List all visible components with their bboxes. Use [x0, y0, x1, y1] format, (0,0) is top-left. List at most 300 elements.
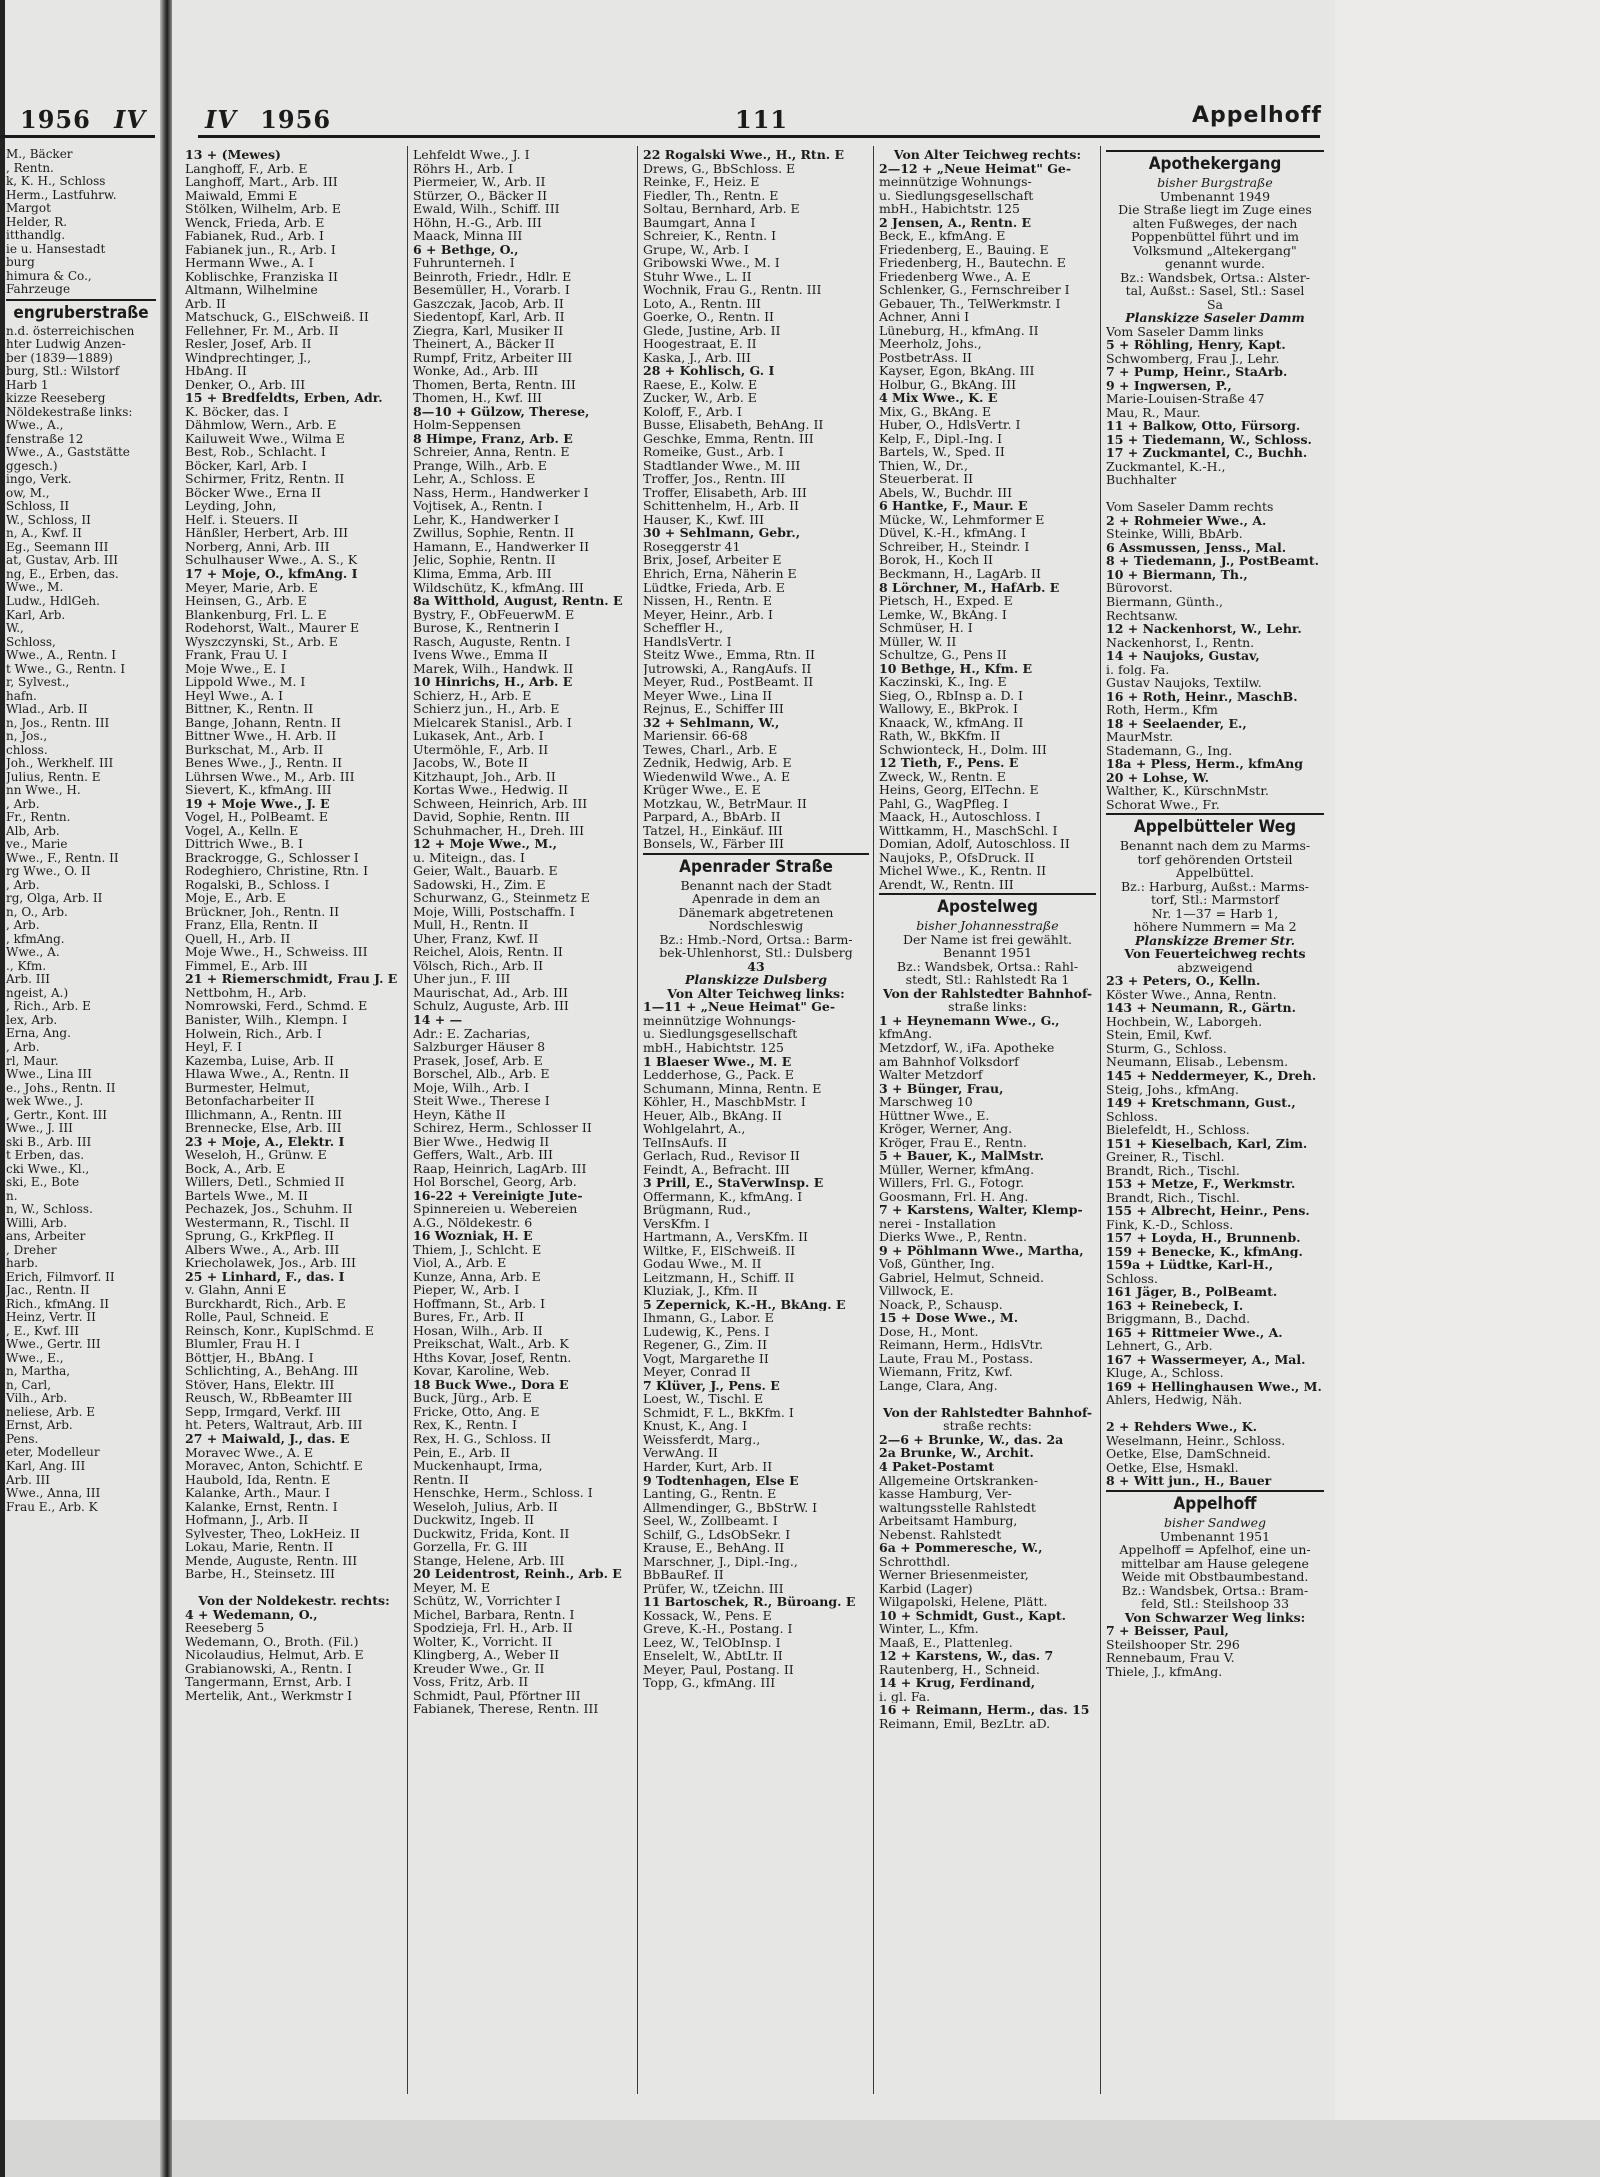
directory-entry: 157 + Loyda, H., Brunnenb.	[1106, 1231, 1301, 1245]
directory-entry: e., Johs., Rentn. II	[6, 1081, 116, 1095]
directory-entry: Hol Borschel, Georg, Arb.	[413, 1175, 577, 1189]
directory-entry: Eg., Seemann III	[6, 540, 109, 554]
directory-entry: Arb. III	[6, 973, 50, 987]
directory-entry: Metzdorf, W., iFa. Apotheke	[879, 1041, 1055, 1055]
directory-entry: Planskizze Dulsberg	[684, 973, 828, 987]
directory-entry: Huber, O., HdlsVertr. I	[879, 418, 1021, 432]
directory-entry: Mücke, W., Lehmformer E	[879, 512, 1045, 527]
directory-entry: Müller, W. II	[879, 634, 957, 649]
directory-entry: Die Straße liegt im Zuge eines	[1118, 203, 1312, 217]
directory-entry: r, Sylvest.,	[6, 676, 70, 690]
directory-entry: 145 + Neddermeyer, K., Dreh.	[1106, 1069, 1317, 1083]
directory-entry: Steilshooper Str. 296	[1106, 1637, 1240, 1652]
directory-entry: Schwionteck, H., Dolm. III	[879, 742, 1047, 757]
directory-entry: Meyer, Marie, Arb. E	[185, 580, 318, 595]
directory-entry: Böttjer, H., BbAng. I	[185, 1350, 314, 1365]
directory-entry: Lehnert, G., Arb.	[1106, 1339, 1213, 1353]
directory-entry: Appelhoff = Apfelhof, eine un-	[1119, 1543, 1311, 1557]
directory-entry: Von Alter Teichweg links:	[667, 986, 845, 1001]
directory-entry: Feindt, A., Befracht. III	[643, 1162, 790, 1177]
directory-entry: Brügmann, Rud.,	[643, 1203, 751, 1217]
directory-entry: Stein, Emil, Kwf.	[1106, 1028, 1213, 1042]
directory-entry: Hosan, Wilh., Arb. II	[413, 1323, 543, 1338]
directory-entry: Lüdtke, Frieda, Arb. E	[643, 580, 785, 595]
directory-entry: Heuer, Alb., BkAng. II	[643, 1108, 782, 1123]
directory-entry: A.G., Nöldekestr. 6	[413, 1215, 533, 1230]
directory-entry: Matschuck, G., ElSchweiß. II	[185, 310, 369, 324]
directory-entry: n, Martha,	[6, 1365, 71, 1379]
directory-entry: Maaß, E., Plattenleg.	[879, 1635, 1013, 1650]
directory-entry: abzweigend	[1177, 960, 1253, 975]
directory-entry: bisher Sandweg	[1164, 1515, 1266, 1530]
directory-entry: u. Siedlungsgesellschaft	[643, 1027, 798, 1041]
directory-entry: Lokau, Marie, Rentn. II	[185, 1540, 334, 1554]
directory-entry: Leez, W., TelObInsp. I	[643, 1635, 781, 1650]
directory-entry: Schulhauser Wwe., A. S., K	[185, 553, 358, 567]
directory-entry: Moje Wwe., E. I	[185, 661, 286, 676]
directory-entry: Pietsch, H., Exped. E	[879, 594, 1013, 608]
directory-entry: Zwillus, Sophie, Rentn. II	[413, 526, 575, 540]
directory-entry: Heins, Georg, ElTechn. E	[879, 783, 1039, 797]
directory-entry: 151 + Kieselbach, Karl, Zim.	[1106, 1136, 1308, 1151]
directory-entry: Margot	[6, 202, 51, 216]
directory-entry: Neumann, Elisab., Lebensm.	[1106, 1055, 1289, 1069]
directory-entry: Wwe., Anna, III	[6, 1487, 101, 1501]
directory-entry: am Bahnhof Volksdorf	[879, 1054, 1019, 1069]
directory-entry: 23 + Moje, A., Elektr. I	[185, 1134, 345, 1149]
directory-entry: Walther, K., KürschnMstr.	[1106, 784, 1269, 798]
directory-entry: BbBauRef. II	[643, 1568, 724, 1582]
directory-entry: 1 + Heynemann Wwe., G.,	[879, 1013, 1060, 1028]
directory-entry: Marek, Wilh., Handwk. II	[413, 661, 574, 676]
directory-entry: Dose, H., Mont.	[879, 1324, 979, 1339]
directory-entry: 143 + Neumann, R., Gärtn.	[1106, 1001, 1296, 1015]
directory-entry: 8 Lörchner, M., HafArb. E	[879, 580, 1060, 595]
directory-entry: W., Schloss, II	[6, 513, 91, 527]
directory-entry: Mariensir. 66-68	[643, 729, 748, 743]
directory-entry: Bürovorst.	[1106, 581, 1173, 595]
directory-entry: David, Sophie, Rentn. III	[413, 810, 570, 824]
directory-entry: Schween, Heinrich, Arb. III	[413, 796, 588, 811]
directory-entry: Schloss.	[1106, 1271, 1158, 1286]
directory-entry: n.	[6, 1189, 18, 1203]
directory-entry: Biermann, Günth.,	[1106, 594, 1224, 609]
directory-entry: Wiedenwild Wwe., A. E	[643, 769, 791, 784]
directory-entry: n, Carl,	[6, 1378, 52, 1392]
directory-entry: bisher Burgstraße	[1157, 176, 1273, 190]
directory-entry: kfmAng.	[879, 1027, 933, 1041]
directory-entry: u. Miteign., das. I	[413, 850, 525, 865]
directory-entry: 18 + Seelaender, E.,	[1106, 716, 1247, 731]
directory-entry: Kaczinski, K., Ing. E	[879, 675, 1007, 689]
directory-entry: 153 + Metze, F., Werkmstr.	[1106, 1177, 1296, 1191]
directory-entry: Baumgart, Anna I	[643, 215, 756, 230]
directory-entry: n, Jos.,	[6, 730, 48, 744]
directory-entry: 28 + Kohlisch, G. I	[643, 364, 775, 378]
directory-entry: Illichmann, A., Rentn. III	[185, 1107, 342, 1122]
directory-entry: Friedenberg, E., Bauing. E	[879, 242, 1049, 257]
directory-entry: Von der Rahlstedter Bahnhof-	[882, 1405, 1093, 1420]
directory-entry: Stademann, G., Ing.	[1106, 743, 1233, 758]
directory-entry: 165 + Rittmeier Wwe., A.	[1106, 1325, 1283, 1340]
directory-entry: Röhrs H., Arb. I	[413, 161, 514, 176]
directory-entry: Julius, Rentn. E	[6, 770, 101, 784]
directory-entry: Heyn, Käthe II	[413, 1107, 506, 1122]
directory-entry: 4 Mix Wwe., K. E	[879, 391, 998, 405]
directory-entry: Schütz, W., Vorrichter I	[413, 1594, 561, 1608]
directory-entry: Voss, Fritz, Arb. II	[413, 1675, 529, 1689]
column-divider	[873, 146, 874, 2094]
directory-entry: 10 + Schmidt, Gust., Kapt.	[879, 1608, 1066, 1623]
directory-entry: at, Gustav, Arb. III	[6, 554, 118, 568]
directory-entry: Moje, Willi, Postschaffn. I	[413, 904, 575, 919]
directory-entry: Brennecke, Else, Arb. III	[185, 1121, 342, 1135]
directory-entry: Schmidt, F. L., BkKfm. I	[643, 1405, 794, 1420]
directory-entry: Nass, Herm., Handwerker I	[413, 485, 589, 500]
directory-entry: Kailuweit Wwe., Wilma E	[185, 431, 345, 446]
directory-entry: Wlad., Arb. II	[6, 703, 88, 717]
directory-entry: Lukasek, Ant., Arb. I	[413, 729, 544, 743]
directory-entry: tal, Außst.: Sasel, Stl.: Sasel	[1125, 284, 1305, 298]
directory-entry: , Rentn.	[6, 161, 54, 175]
directory-entry: Karl, Arb.	[6, 608, 66, 622]
directory-entry: Borschel, Alb., Arb. E	[413, 1067, 550, 1081]
directory-entry: Stürzer, O., Bäcker II	[413, 188, 548, 203]
directory-entry: Weide mit Obstbaumbestand.	[1121, 1570, 1309, 1584]
directory-entry: Langhoff, F., Arb. E	[185, 161, 308, 176]
directory-entry: Rogalski, B., Schloss. I	[185, 877, 330, 892]
directory-entry: Mau, R., Maur.	[1106, 405, 1201, 420]
directory-entry: 6 Hantke, F., Maur. E	[879, 499, 1028, 513]
directory-entry: ng, E., Erben, das.	[6, 567, 119, 581]
page-bottom-edge	[0, 2120, 1600, 2177]
directory-entry: Sprung, G., KrkPfleg. II	[185, 1229, 334, 1243]
directory-entry: Briggmann, B., Dachd.	[1106, 1312, 1251, 1326]
directory-entry: Rath, W., BkKfm. II	[879, 729, 1001, 743]
directory-entry: 3 + Bünger, Frau,	[879, 1081, 1004, 1096]
column-divider	[1100, 146, 1101, 2094]
directory-entry: Duckwitz, Frida, Kont. II	[413, 1526, 570, 1541]
directory-entry: Wildschütz, K., kfmAng. III	[413, 580, 584, 595]
directory-entry: Romeike, Gust., Arb. I	[643, 445, 784, 459]
directory-entry: Krüger Wwe., E. E	[643, 783, 761, 797]
directory-entry: Werner Briesenmeister,	[879, 1568, 1029, 1582]
directory-entry: Lehr, A., Schloss. E	[413, 472, 536, 486]
directory-entry: , Arb.	[6, 919, 40, 933]
directory-entry: Ludw., HdlGeh.	[6, 594, 100, 608]
directory-entry: Fr., Rentn.	[6, 811, 71, 825]
directory-entry: Reusch, W., RbBeamter III	[185, 1391, 353, 1405]
directory-entry: Kortas Wwe., Hedwig. II	[413, 783, 569, 797]
directory-entry: 8—10 + Gülzow, Therese,	[413, 404, 590, 419]
directory-entry: Von der Noldekestr. rechts:	[198, 1594, 390, 1608]
directory-entry: Benannt nach dem zu Marms-	[1119, 839, 1311, 853]
directory-entry: Winter, L., Kfm.	[879, 1622, 979, 1636]
directory-entry: Gebauer, Th., TelWerkmstr. I	[879, 296, 1061, 311]
directory-entry: torf, Stl.: Marmstorf	[1150, 893, 1280, 907]
directory-entry: chloss.	[6, 743, 48, 757]
directory-entry: neliese, Arb. E	[6, 1405, 95, 1419]
directory-entry: Lehfeldt Wwe., J. I	[413, 148, 530, 162]
directory-entry: Langhoff, Mart., Arb. III	[185, 175, 338, 189]
directory-entry: Meyer, Conrad II	[643, 1365, 751, 1379]
directory-entry: Rich., kfmAng. II	[6, 1297, 110, 1311]
directory-entry: Tangermann, Ernst, Arb. I	[185, 1675, 352, 1689]
directory-entry: K. Böcker, das. I	[185, 404, 289, 419]
directory-entry	[1106, 1407, 1324, 1421]
directory-entry: Mielcarek Stanisl., Arb. I	[413, 715, 572, 730]
directory-entry: Sadowski, H., Zim. E	[413, 877, 546, 892]
directory-entry: Maurischat, Ad., Arb. III	[413, 985, 568, 1000]
directory-entry: Rumpf, Fritz, Arbeiter III	[413, 350, 573, 365]
directory-entry: 20 Leidentrost, Reinh., Arb. E	[413, 1567, 622, 1581]
directory-entry: Dänemark abgetretenen	[678, 905, 834, 920]
directory-entry: 4 + Wedemann, O.,	[185, 1607, 318, 1622]
directory-entry: Stölken, Wilhelm, Arb. E	[185, 202, 342, 216]
directory-entry: eter, Modelleur	[6, 1446, 100, 1460]
directory-entry: Köhler, H., MaschbMstr. I	[643, 1095, 806, 1109]
directory-entry: ., Kfm.	[6, 959, 47, 973]
directory-entry: Frank, Frau U. I	[185, 648, 288, 662]
directory-entry: 20 + Lohse, W.	[1106, 770, 1209, 785]
directory-entry: Hlawa Wwe., A., Rentn. II	[185, 1067, 350, 1081]
directory-entry: Willers, Detl., Schmied II	[185, 1175, 345, 1189]
column-divider	[637, 146, 638, 2094]
directory-entry: n, W., Schloss.	[6, 1203, 93, 1217]
directory-entry: Poppenbüttel führt und im	[1131, 230, 1299, 244]
directory-entry: Ernst, Arb.	[6, 1419, 73, 1433]
directory-entry: Best, Rob., Schlacht. I	[185, 445, 326, 459]
directory-entry: Roseggerstr 41	[643, 539, 741, 554]
directory-entry: Fink, K.-D., Schloss.	[1106, 1217, 1234, 1232]
directory-entry: Raap, Heinrich, LagArb. III	[413, 1161, 587, 1176]
directory-entry: Kazemba, Luise, Arb. II	[185, 1053, 334, 1068]
directory-entry: Steitz Wwe., Emma, Rtn. II	[643, 648, 815, 662]
directory-entry: Hüttner Wwe., E.	[879, 1108, 990, 1123]
directory-entry: Vojtisek, A., Rentn. I	[413, 499, 543, 513]
directory-entry: Betonfacharbeiter II	[185, 1094, 315, 1108]
directory-entry: Krause, E., BehAng. II	[643, 1541, 785, 1555]
directory-entry: Tatzel, H., Einkäuf. III	[643, 823, 783, 838]
directory-entry: TelInsAufs. II	[643, 1135, 728, 1150]
directory-entry: Vilh., Arb.	[6, 1392, 68, 1406]
directory-entry: 27 + Maiwald, J., das. E	[185, 1431, 350, 1446]
directory-entry: 6a + Pommeresche, W.,	[879, 1541, 1043, 1555]
directory-entry: Kelp, F., Dipl.-Ing. I	[879, 431, 1003, 446]
directory-entry: Arendt, W., Rentn. III	[879, 877, 1014, 892]
directory-entry: hter Ludwig Anzen-	[6, 338, 126, 352]
directory-entry: Bonsels, W., Färber III	[643, 837, 784, 851]
directory-entry: cki Wwe., Kl.,	[6, 1162, 90, 1176]
directory-entry: Bystry, F., ObFeuerwM. E	[413, 607, 575, 622]
directory-entry: Kalanke, Arth., Maur. I	[185, 1486, 330, 1500]
directory-entry: Lehr, K., Handwerker I	[413, 512, 559, 527]
directory-entry: Kröger, Werner, Ang.	[879, 1122, 1013, 1136]
directory-entry: Lange, Clara, Ang.	[879, 1378, 998, 1393]
directory-entry: Schurwanz, G., Steinmetz E	[413, 891, 590, 905]
directory-entry: 7 + Karstens, Walter, Klemp-	[879, 1203, 1083, 1217]
directory-entry: n.d. österreichischen	[6, 324, 135, 338]
directory-entry: Moje, Wilh., Arb. I	[413, 1080, 530, 1095]
directory-entry: Hauser, K., Kwf. III	[643, 512, 765, 527]
directory-entry: ht. Peters, Waltraut, Arb. III	[185, 1418, 363, 1432]
directory-entry: Kreuder Wwe., Gr. II	[413, 1661, 545, 1676]
directory-entry: Bz.: Wandsbek, Ortsa.: Rahl-	[896, 959, 1079, 974]
directory-entry: Walter Metzdorf	[879, 1068, 983, 1082]
directory-entry: Theinert, A., Bäcker II	[413, 337, 555, 351]
directory-entry: Sylvester, Theo, LokHeiz. II	[185, 1526, 360, 1541]
directory-entry: Wwe., F., Rentn. II	[6, 851, 119, 865]
directory-entry: Oetke, Else, Hsmakl.	[1106, 1460, 1239, 1475]
directory-entry: Arbeitsamt Hamburg,	[879, 1514, 1018, 1528]
directory-entry: ber (1839—1889)	[6, 351, 113, 365]
directory-entry: 6 Assmussen, Jenss., Mal.	[1106, 540, 1287, 555]
directory-entry: Harb 1	[6, 378, 49, 392]
directory-entry: mbH., Habichtstr. 125	[879, 202, 1020, 216]
directory-entry: HandlsVertr. I	[643, 634, 732, 649]
directory-entry: Lüneburg, H., kfmAng. II	[879, 323, 1039, 338]
directory-entry: stedt, Stl.: Rahlstedt Ra 1	[905, 973, 1070, 987]
directory-entry: Sieg, O., RbInsp a. D. I	[879, 688, 1023, 703]
directory-entry: 7 Klüver, J., Pens. E	[643, 1378, 780, 1393]
directory-entry	[879, 1392, 1096, 1406]
directory-entry: , Rich., Arb. E	[6, 1000, 91, 1014]
directory-entry: Wochnik, Frau G., Rentn. III	[643, 283, 822, 297]
directory-entry: Schulz, Auguste, Arb. III	[413, 999, 569, 1013]
directory-entry: ski, E., Bote	[6, 1176, 80, 1190]
directory-entry: Greve, K.-H., Postang. I	[643, 1622, 793, 1636]
directory-entry: Mix, G., BkAng. E	[879, 404, 992, 419]
directory-entry: M., Bäcker	[6, 148, 73, 161]
directory-entry: mbH., Habichtstr. 125	[643, 1041, 784, 1055]
directory-entry: Rautenberg, H., Schneid.	[879, 1662, 1040, 1677]
directory-entry: Schirez, Herm., Schlosser II	[413, 1121, 592, 1135]
directory-entry: Burkschat, M., Arb. II	[185, 742, 324, 757]
directory-entry: Michel Wwe., K., Rentn. II	[879, 864, 1047, 878]
directory-entry: Weseloh, Julius, Arb. II	[413, 1499, 558, 1514]
directory-entry: 7 + Pump, Heinr., StaArb.	[1106, 365, 1288, 379]
directory-entry: Beck, E., kfmAng. E	[879, 229, 1006, 243]
directory-entry: Planskizze Saseler Damm	[1125, 311, 1305, 325]
directory-entry: Burckhardt, Rich., Arb. E	[185, 1296, 346, 1311]
directory-entry: Loto, A., Rentn. III	[643, 296, 761, 311]
directory-entry: straße rechts:	[943, 1419, 1032, 1433]
directory-entry: Gerlach, Rud., Revisor II	[643, 1149, 800, 1163]
directory-entry: Tewes, Charl., Arb. E	[643, 742, 778, 757]
directory-entry: Erna, Ang.	[6, 1027, 71, 1041]
directory-entry: Prasek, Josef, Arb. E	[413, 1053, 543, 1068]
right-header-section: IV	[205, 105, 237, 134]
directory-entry: 1 Blaeser Wwe., M. E	[643, 1054, 792, 1069]
directory-entry: Vom Saseler Damm rechts	[1106, 500, 1274, 514]
directory-entry: Apenrade in dem an	[691, 892, 821, 906]
directory-entry: Oetke, Else, DamSchneid.	[1106, 1447, 1271, 1461]
directory-entry: fenstraße 12	[6, 432, 84, 446]
directory-entry: Salzburger Häuser 8	[413, 1040, 546, 1054]
directory-entry: ingo, Verk.	[6, 473, 72, 487]
directory-entry: Rodeghiero, Christine, Rtn. I	[185, 864, 369, 878]
directory-entry: Schumann, Minna, Rentn. E	[643, 1081, 822, 1096]
directory-entry: Benannt 1951	[943, 946, 1032, 960]
directory-entry: Barbe, H., Steinsetz. III	[185, 1567, 335, 1581]
directory-entry: Albers Wwe., A., Arb. III	[185, 1242, 340, 1257]
directory-entry: Geier, Walt., Bauarb. E	[413, 864, 558, 878]
directory-entry: Schirmer, Fritz, Rentn. II	[185, 472, 345, 486]
directory-entry: Leyding, John,	[185, 499, 277, 513]
directory-entry: Müller, Werner, kfmAng.	[879, 1162, 1035, 1177]
directory-entry: 2 + Rohmeier Wwe., A.	[1106, 513, 1267, 528]
directory-entry: Fricke, Otto, Ang. E	[413, 1404, 540, 1419]
directory-entry: Duckwitz, Ingeb. II	[413, 1513, 535, 1527]
book-gutter	[160, 0, 172, 2177]
directory-entry: Nicolaudius, Helmut, Arb. E	[185, 1648, 364, 1662]
directory-entry: Bures, Fr., Arb. II	[413, 1310, 524, 1324]
directory-entry: Benannt nach der Stadt	[680, 878, 832, 893]
directory-entry: kizze Reeseberg	[6, 392, 106, 406]
directory-entry: Hoogestraat, E. II	[643, 337, 757, 351]
directory-entry: Achner, Anni I	[879, 310, 970, 324]
directory-entry: Brandt, Rich., Tischl.	[1106, 1163, 1240, 1178]
directory-entry: Nettbohm, H., Arb.	[185, 985, 307, 1000]
directory-entry: Zucker, W., Arb. E	[643, 391, 757, 405]
directory-entry: Motzkau, W., BetrMaur. II	[643, 796, 807, 811]
directory-entry: Ihmann, G., Labor. E	[643, 1311, 774, 1325]
directory-entry: ski B., Arb. III	[6, 1135, 92, 1149]
directory-entry: Nebenst. Rahlstedt	[879, 1527, 1002, 1542]
directory-entry: Seel, W., Zollbeamt. I	[643, 1514, 778, 1528]
directory-entry: Vogel, H., PolBeamt. E	[185, 810, 328, 824]
directory-entry	[185, 1581, 403, 1595]
directory-entry: Godau Wwe., M. II	[643, 1257, 762, 1271]
directory-entry: Nordschleswig	[708, 919, 804, 933]
directory-entry: Friedenberg Wwe., A. E	[879, 269, 1031, 284]
directory-entry: Blumler, Frau H. I	[185, 1337, 300, 1351]
directory-entry: Pein, E., Arb. II	[413, 1445, 511, 1460]
directory-entry: höhere Nummern = Ma 2	[1133, 920, 1297, 934]
directory-entry: Topp, G., kfmAng. III	[643, 1676, 776, 1690]
directory-entry: Dierks Wwe., P., Rentn.	[879, 1230, 1027, 1244]
directory-entry: Loest, W., Tischl. E	[643, 1392, 764, 1406]
directory-entry: Denker, O., Arb. III	[185, 377, 306, 392]
directory-entry: Moje, E., Arb. E	[185, 891, 286, 905]
directory-entry: Schlichting, A., BehAng. III	[185, 1364, 359, 1378]
directory-entry: 22 Rogalski Wwe., H., Rtn. E	[643, 148, 845, 162]
column-2	[413, 148, 633, 2108]
directory-entry: Kovar, Karoline, Web.	[413, 1364, 550, 1378]
directory-entry: Schreier, K., Rentn. I	[643, 229, 777, 243]
column-3	[643, 148, 869, 2108]
directory-entry: Jutrowski, A., RangAufs. II	[643, 661, 812, 676]
directory-entry: straße links:	[948, 1000, 1027, 1014]
directory-entry: Jac., Rentn. II	[6, 1284, 90, 1298]
directory-entry: Geschke, Emma, Rentn. III	[643, 431, 814, 446]
directory-entry: 2a Brunke, W., Archit.	[879, 1446, 1034, 1460]
directory-entry: Raese, E., Kolw. E	[643, 377, 758, 392]
directory-entry: Schierz jun., H., Arb. E	[413, 702, 560, 716]
directory-entry: Weselmann, Heinr., Schloss.	[1106, 1433, 1286, 1448]
directory-entry: 159a + Lüdtke, Karl-H.,	[1106, 1258, 1274, 1272]
directory-entry: Schmüser, H. I	[879, 621, 973, 635]
directory-entry: Nissen, H., Rentn. E	[643, 594, 772, 608]
directory-entry: Helf. i. Steuers. II	[185, 512, 299, 527]
directory-entry: Thiem, J., Schlcht. E	[413, 1242, 542, 1257]
directory-entry: 14 + Krug, Ferdinand,	[879, 1676, 1036, 1690]
directory-entry: Heyl, F. I	[185, 1040, 242, 1054]
directory-entry: Meyer Wwe., Lina II	[643, 688, 773, 703]
directory-entry: Holm-Seppensen	[413, 418, 521, 432]
directory-entry: Willers, Frl. G., Fotogr.	[879, 1176, 1025, 1190]
directory-entry: Michel, Barbara, Rentn. I	[413, 1607, 575, 1622]
